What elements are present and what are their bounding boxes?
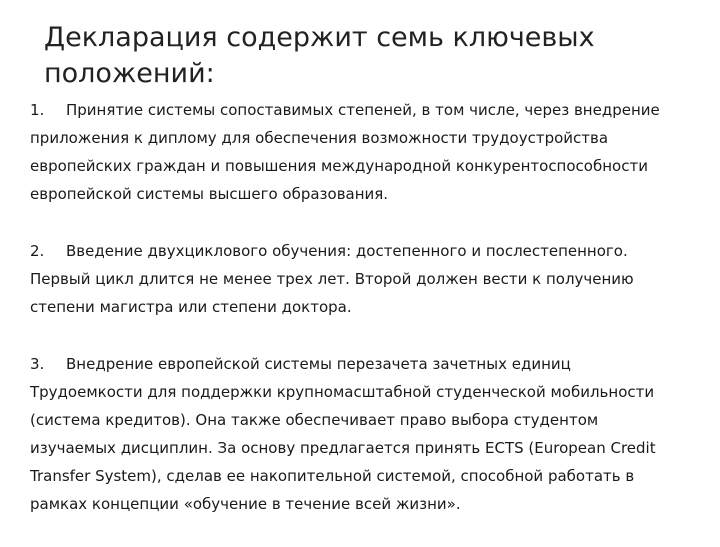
list-item-line	[30, 350, 702, 378]
list-item-line: (система кредитов). Она также обеспечивает право выбора студентом	[30, 411, 599, 429]
list-item-line: приложения к диплому для обеспечения возможности трудоустройства	[30, 129, 609, 147]
list-item-1	[30, 96, 702, 208]
slide-body	[30, 96, 702, 547]
list-item-2	[30, 237, 702, 321]
list-item-3	[30, 350, 702, 518]
list-item-number: 3.	[30, 355, 45, 373]
list-item-line: европейской системы высшего образования.	[30, 185, 389, 203]
slide-title	[44, 20, 664, 92]
list-item-text: Введение двухциклового обучения: достепенного и послестепенного.	[66, 242, 628, 260]
list-item-number: 1.	[30, 101, 45, 119]
list-item-line: Трудоемкости для поддержки крупномасштабной студенческой мобильности	[30, 383, 655, 401]
list-item-line	[30, 237, 702, 265]
list-item-line: Transfer System), сделав ее накопительной системой, способной работать в	[30, 467, 635, 485]
list-item-line	[30, 96, 702, 124]
list-item-text: Внедрение европейской системы перезачета зачетных единиц	[66, 355, 571, 373]
slide-title-line-1: Декларация содержит семь ключевых	[44, 22, 595, 53]
slide-title-line-2: положений:	[44, 58, 215, 89]
list-item-line: европейских граждан и повышения международной конкурентоспособности	[30, 157, 648, 175]
list-item-line: рамках концепции «обучение в течение всей жизни».	[30, 495, 461, 513]
list-item-line: изучаемых дисциплин. За основу предлагается принять ECTS (European Credit	[30, 439, 656, 457]
list-item-line: Первый цикл длится не менее трех лет. Второй должен вести к получению	[30, 270, 634, 288]
list-item-number: 2.	[30, 242, 45, 260]
list-item-line: степени магистра или степени доктора.	[30, 298, 352, 316]
list-item-text: Принятие системы сопоставимых степеней, в том числе, через внедрение	[66, 101, 660, 119]
